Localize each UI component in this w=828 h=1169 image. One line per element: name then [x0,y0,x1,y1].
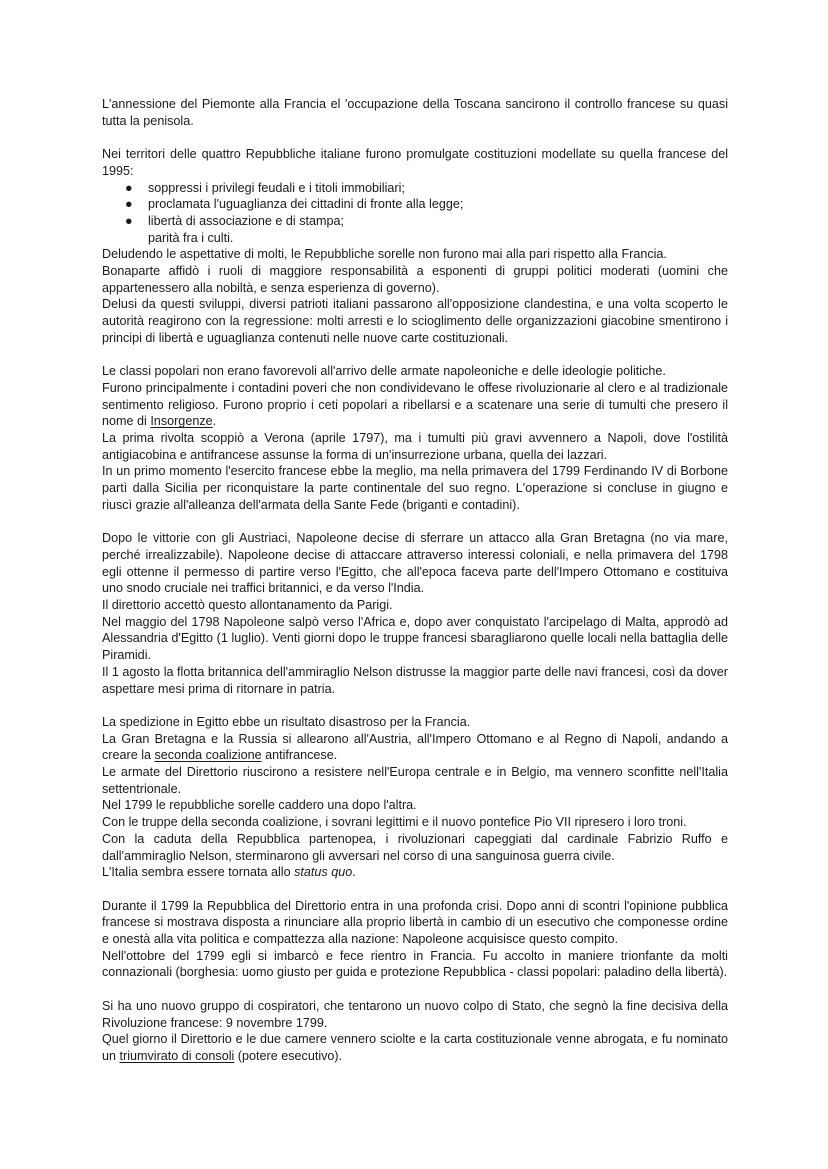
paragraph-classi-popolari: Le classi popolari non erano favorevoli all'arrivo delle armate napoleoniche e delle ideologie politiche. [102,364,666,379]
bullet-icon: ● [125,197,133,212]
paragraph-annessione: L'annessione del Piemonte alla Francia el 'occupazione della Toscana sancirono il controllo francese su quasi tutta la penisola. [102,97,728,128]
paragraph-cospiratori: Si ha uno nuovo gruppo di cospiratori, che tentarono un nuovo colpo di Stato, che segnò la fine decisiva della Rivoluzione francese: 9 novembre 1799. [102,998,728,1030]
link-triumvirato[interactable]: triumvirato di consoli [119,1048,235,1063]
paragraph-contadini: Furono principalmente i contadini poveri che non condividevano le offese rivoluzionarie al clero e al tradizionale sentimento religioso. Furono proprio i ceti popolari a ribellarsi e a scatenare una serie di tumulti che presero il nome di Insorgenze. [102,380,728,429]
section-colpo-di-stato [102,998,728,1065]
list-item-continuation: parità fra i culti. [148,230,234,245]
paragraph-triumvirato: Quel giorno il Direttorio e le due camere vennero sciolte e la carta costituzionale venne abrogata, e fu nominato un triumvirato di consoli (potere esecutivo). [102,1032,728,1063]
paragraph-bonaparte: Bonaparte affidò i ruoli di maggiore responsabilità a esponenti di gruppi politici moderati (uomini che appartenessero alla nobiltà, e senza esperienza di governo). [102,264,728,295]
link-seconda-coalizione[interactable]: seconda coalizione [154,748,262,763]
list-item: ● proclamata l'uguaglianza dei cittadini di fronte alla legge; [125,197,464,212]
paragraph-ferdinando: In un primo momento l'esercito francese ebbe la meglio, ma nella primavera del 1799 Ferdinando IV di Borbone partì dalla Sicilia per riconquistare la parte continentale del suo regno. L'operazione si concluse in giugno e riuscì grazie all'alleanza dell'armata della Sante Fede (briganti e contadini). [102,464,728,512]
paragraph-rientro: Nell'ottobre del 1799 egli si imbarcò e fece rientro in Francia. Fu accolto in maniere trionfante da molti connazionali (borghesia: uomo giusto per guida e protezione Repubblica - classi popolari: paladino della libertà). [102,948,728,980]
paragraph-vittorie: Dopo le vittorie con gli Austriaci, Napoleone decise di sferrare un attacco alla Gran Bretagna (no via mare, perché irrealizzabile). Napoleone decise di attaccare attraverso interessi coloniali, e nella primavera del 1798 egli ottenne il permesso di partire verso l'Egitto, che all'epoca faceva parte dell'Impero Ottomano e costituiva uno snodo cruciale nei traffici britannici, e da verso l'India. [102,531,728,596]
paragraph-direttorio: Il direttorio accettò questo allontanamento da Parigi. [102,598,393,613]
paragraph-verona: La prima rivolta scoppiò a Verona (aprile 1797), ma i tumulti più gravi avvennero a Napoli, dove l'ostilità antigiacobina e antifrancese assunse la forma di un'insurrezione urbana, quella dei lazzari. [102,431,728,462]
paragraph-delusi: Delusi da questi sviluppi, diversi patrioti italiani passarono all'opposizione clandestina, e una volta scoperto le autorità reagirono con la regressione: molti arresti e lo scioglimento delle organizzazioni giacobine smentirono i principi di libertà e uguaglianza contenuti nelle nuove carte costituzionali. [102,297,728,345]
section-insorgenze [102,363,728,513]
paragraph-1799: Nel 1799 le repubbliche sorelle caddero una dopo l'altra. [102,798,417,813]
bullet-icon: ● [125,213,133,228]
list-item: ● libertà di associazione e di stampa; [125,213,345,228]
section-coalizione [102,714,728,881]
paragraph-malta: Nel maggio del 1798 Napoleone salpò verso l'Africa e, dopo aver conquistato l'arcipelago di Malta, approdò ad Alessandria d'Egitto (1 luglio). Venti giorni dopo le truppe francesi sbaragliarono quelle locali nella battaglia delle Piramidi. [102,614,728,663]
section-repubbliche [102,146,728,346]
paragraph-alleanza: La Gran Bretagna e la Russia si allearono all'Austria, all'Impero Ottomano e al Regno di Napoli, andando a creare la seconda coalizione antifrancese. [102,731,728,763]
section-crisi [102,898,728,982]
paragraph-partenopea: Con la caduta della Repubblica partenopea, i rivoluzionari capeggiati dal cardinale Fabrizio Ruffo e dall'ammiraglio Nelson, sterminarono gli avversari nel corso di una sanguinosa guerra civile. [102,831,728,863]
paragraph-spedizione: La spedizione in Egitto ebbe un risultato disastroso per la Francia. [102,714,471,729]
bullet-icon: ● [125,180,133,195]
list-item: ● soppressi i privilegi feudali e i titoli immobiliari; [125,180,405,195]
paragraph-armate: Le armate del Direttorio riuscirono a resistere nell'Europa centrale e in Belgio, ma vennero sconfitte nell'Italia settentrionale. [102,765,728,796]
bullet-list [102,180,728,230]
paragraph-nelson: Il 1 agosto la flotta britannica dell'ammiraglio Nelson distrusse la maggior parte delle navi francesi, così da dover aspettare mesi prima di ritornare in patria. [102,664,728,696]
paragraph-status-quo: L'Italia sembra essere tornata allo status quo. [102,865,356,880]
paragraph-sovrani: Con le truppe della seconda coalizione, i sovrani legittimi e il nuovo pontefice Pio VII ripresero i loro troni. [102,815,687,830]
paragraph-costituzioni: Nei territori delle quattro Repubbliche italiane furono promulgate costituzioni modellate su quella francese del 1995: [102,147,728,178]
paragraph-deludendo: Deludendo le aspettative di molti, le Repubbliche sorelle non furono mai alla pari rispetto alla Francia. [102,247,667,262]
paragraph-crisi: Durante il 1799 la Repubblica del Direttorio entra in una profonda crisi. Dopo anni di scontri l'opinione pubblica francese si mostrava disposta a rinunciare alla proprio libertà in cambio di un esecutivo che componesse ordine e onestà alla vita politica e compattezza alla nazione: Napoleone acquisisce questo compito. [102,898,728,947]
section-egitto [102,530,728,697]
link-insorgenze[interactable]: Insorgenze [150,414,213,429]
